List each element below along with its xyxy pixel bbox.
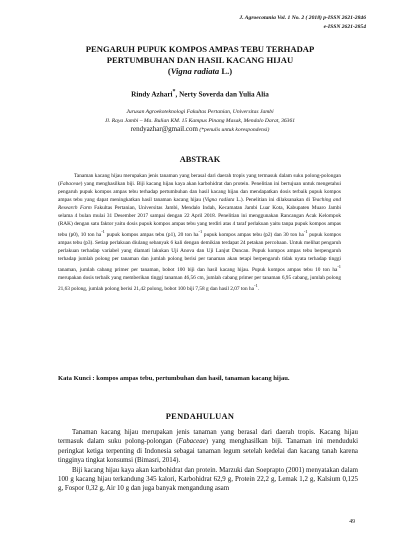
abstract-text: merupakan dosis terbaik yang memberikan tinggi tanaman 46,56 cm, jumlah cabang primer per tanaman 6,95 cabang, jumlah polong 21,63 polong, jumlah polong berisi 21,42 polong, bobot 100 biji 7,58 g dan hasil 2,07 ton ha bbox=[58, 275, 341, 292]
abstract-text: pupuk kompos ampas tebu (p3). Setiap perlakuan diulang sebanyak 6 kali dengan demikian terdapat 24 petakan percobaan. Untuk melihat pengaruh perlakuan terhadap variabel yang diamati lakukan Uji Anova dan Uji Lanjut Duncan. Pupuk kompos ampas tebu berpengaruh terhadap jumlah polong per tanaman dan jumlah polong berisi per tanaman akan tetapi berpengaruh tidak nyata terhadap tinggi tanaman, jumlah cabang primer per tanaman, bobot 100 biji dan hasil kacang hijau. Pupuk kompos ampas tebu 10 ton ha bbox=[58, 232, 342, 274]
intro-text: Tanaman kacang hijau merupakan jenis tanaman yang berasal dari daerah tropis. Kacang hijau termasuk dalam suku polong-polongan ( bbox=[58, 429, 358, 446]
intro-heading: PENDAHULUAN bbox=[165, 412, 235, 421]
title-paren-open: ( bbox=[167, 66, 171, 76]
affiliation bbox=[40, 108, 360, 135]
abstract-superscript: -1 bbox=[101, 229, 105, 235]
abstract-superscript: -1 bbox=[303, 229, 308, 235]
abstract-italic-term: Vigna radiata bbox=[204, 197, 235, 204]
corresponding-mark: * bbox=[172, 89, 176, 95]
intro-body bbox=[58, 428, 358, 494]
intro-paragraph-1 bbox=[58, 428, 358, 466]
affiliation-address: Jl. Raya Jambi – Ma. Bulian KM. 15 Kampus Pinang Masak, Mendalo Darat, 36361 bbox=[104, 117, 296, 124]
abstract-italic-term: Teaching and Research Farm bbox=[58, 197, 341, 212]
abstract-text: . bbox=[257, 285, 259, 292]
title-line-2: PERTUMBUHAN DAN HASIL KACANG HIJAU bbox=[106, 55, 294, 65]
intro-italic-term: Fabaceae bbox=[178, 438, 206, 446]
abstract-superscript: -1 bbox=[198, 229, 203, 235]
journal-header bbox=[239, 14, 366, 32]
keywords: Kata Kunci : kompos ampas tebu, pertumbuhan dan hasil, tanaman kacang hijau. bbox=[58, 375, 290, 382]
page-number: 49 bbox=[349, 519, 355, 525]
abstract-superscript: -1 bbox=[253, 283, 258, 289]
abstract-heading: ABSTRAK bbox=[179, 155, 221, 164]
first-author: Rindy Azhari bbox=[131, 90, 173, 99]
abstract-text: ) yang menghasilkan biji. Biji kacang hijau kaya akan karbohidrat dan protein. Penelitian ini bertujuan untuk mengetahui pengaruh pupuk kompos ampas tebu terhadap pertumbuhan dan hasil kacang hijau dan mendapatkan dosis terbaik pupuk kompos ampas tebu yang dapat meningkatkan hasil tanaman kacang hijau ( bbox=[58, 181, 341, 204]
affiliation-contact bbox=[40, 125, 360, 135]
affiliation-department: Jurusan Agroekoteknologi Fakultas Pertanian, Universitas Jambi bbox=[126, 109, 274, 115]
intro-paragraph-2: Biji kacang hijau kaya akan karbohidrat dan protein. Marzuki dan Soeprapto (2001) menyatakan dalam 100 g kacang hijau terkandung 345 kalori, Karbohidrat 62,9 g, Protein 22,2 g, Lemak 1,2 g, Kalsium 0,125 g, Fospor 0,32 g, Air 10 g dan juga banyak mengandung asam bbox=[58, 466, 358, 493]
author-list bbox=[40, 89, 360, 98]
abstract-paragraph bbox=[58, 172, 341, 293]
article-title bbox=[40, 44, 360, 77]
corresponding-note: (*penulis untuk korespondensi) bbox=[197, 127, 270, 133]
journal-citation: J. Agroecotania Vol. 1 No. 2 ( 2018) p-ISSN 2621-2846 bbox=[239, 15, 366, 21]
abstract-text: pupuk kompos ampas tebu (p1), 20 ton ha bbox=[104, 232, 199, 239]
intro-text: ) yang menghasilkan biji. Tanaman ini mendudukі peringkat ketiga terpenting di Indonesia sebagai tanaman legum setelah kedelai dan kacang tanah karena tingginya tingkat konsumsi (Bimasri, 2014). bbox=[58, 438, 358, 465]
title-line-1: PENGARUH PUPUK KOMPOS AMPAS TEBU TERHADAP bbox=[85, 44, 315, 54]
abstract-body bbox=[58, 172, 341, 293]
journal-eissn: e-ISSN 2621-2854 bbox=[323, 24, 366, 30]
abstract-text: pupuk kompos ampas tebu (p2) dan 30 ton ha bbox=[202, 232, 304, 239]
other-authors: , Nerty Soverda dan Yulia Alia bbox=[175, 90, 269, 99]
abstract-text: Fakultas Pertanian, Universitas Jambi, Mendalo Indah, Kecamatan Jambi Luar Kota, Kabupaten Muaro Jambi selama 4 bulan mulai 31 Desember 2017 sampai dengan 22 April 2018. Penelitian ini menggunakan Rancangan Acak Kelompok (RAK) dengan satu faktor yaitu dosis pupuk kompos ampas tebu yang terdiri atas 4 taraf perlakuan yaitu tanpa pupuk kompos ampas tebu (p0), 10 ton ha bbox=[58, 205, 341, 239]
title-species-suffix: L.) bbox=[219, 66, 233, 76]
abstract-superscript: -1 bbox=[337, 264, 341, 270]
abstract-italic-term: Fabaceae bbox=[59, 181, 81, 188]
title-line-3 bbox=[40, 66, 360, 77]
title-species: Vigna radiata bbox=[170, 66, 220, 76]
author-email[interactable]: rendyazhar@gmail.com bbox=[130, 125, 198, 133]
abstract-text: Tanaman kacang hijau merupakan jenis tanaman yang berasal dari daerah tropis yang termasuk dalam suku polong-polongan ( bbox=[58, 173, 341, 188]
abstract-text: L.). Penelitian ini dilaksanakan di bbox=[234, 197, 312, 204]
